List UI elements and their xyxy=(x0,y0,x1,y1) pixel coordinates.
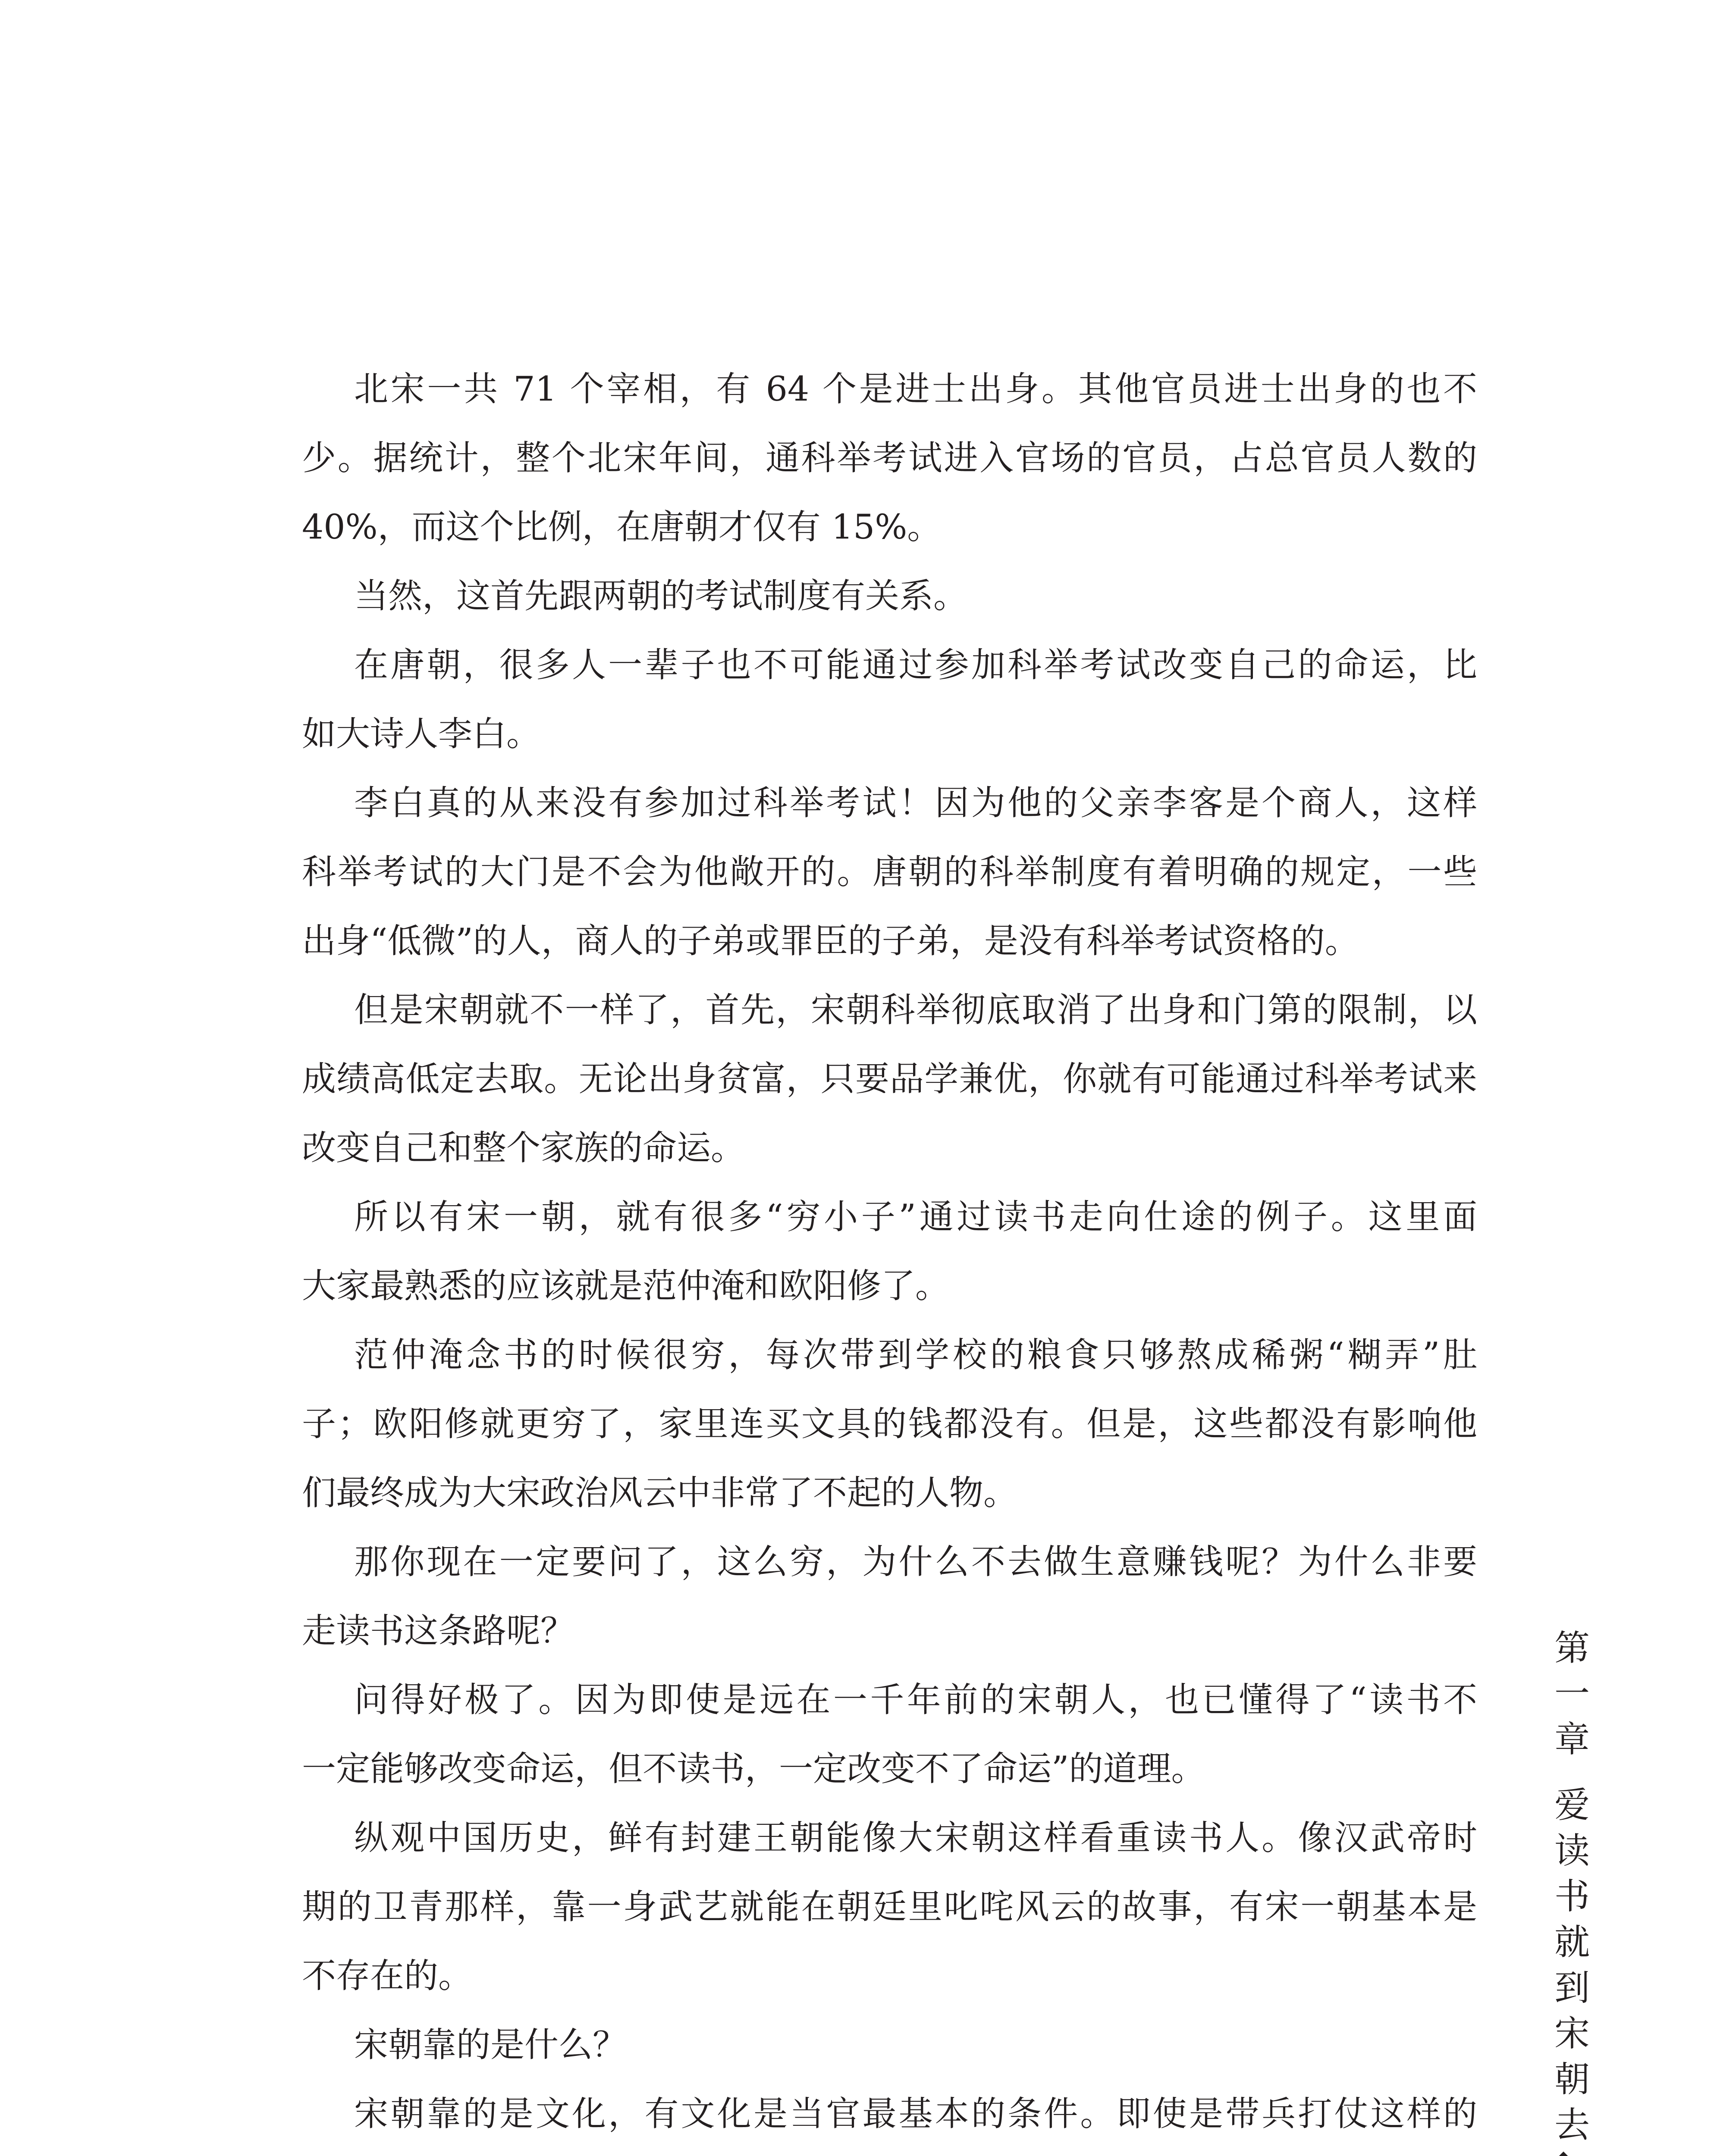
text-line: 大家最熟悉的应该就是范仲淹和欧阳修了。 xyxy=(302,1266,949,1306)
running-head-char: 朝 xyxy=(1554,2059,1590,2100)
running-head-char: 第 xyxy=(1554,1628,1590,1669)
text-line: 一定能够改变命运，但不读书，一定改变不了命运”的道理。 xyxy=(302,1749,1205,1789)
text-line: 在唐朝，很多人一辈子也不可能通过参加科举考试改变自己的命运，比 xyxy=(354,645,1477,685)
text-line: 北宋一共 71 个宰相，有 64 个是进士出身。其他官员进士出身的也不 xyxy=(354,369,1477,409)
paragraph-5 xyxy=(302,975,1477,1182)
text-line: 纵观中国历史，鲜有封建王朝能像大宋朝这样看重读书人。像汉武帝时 xyxy=(354,1818,1477,1858)
text-line: 不存在的。 xyxy=(302,1956,472,1996)
text-line: 当然，这首先跟两朝的考试制度有关系。 xyxy=(354,576,967,616)
page-number-badge xyxy=(1512,2148,1615,2156)
running-head-char: 就 xyxy=(1554,1922,1590,1963)
paragraph-7 xyxy=(302,1320,1477,1527)
text-line: 改变自己和整个家族的命运。 xyxy=(302,1128,745,1168)
text-line: 走读书这条路呢？ xyxy=(302,1611,574,1651)
paragraph-2 xyxy=(302,561,1477,630)
text-line: 期的卫青那样，靠一身武艺就能在朝廷里叱咤风云的故事，有宋一朝基本是 xyxy=(302,1887,1477,1927)
text-line: 40%，而这个比例，在唐朝才仅有 15%。 xyxy=(302,507,942,547)
paragraph-11 xyxy=(302,2010,1477,2079)
page-number xyxy=(1512,2148,1615,2156)
text-line: 宋朝靠的是什么？ xyxy=(354,2025,627,2065)
text-line: 如大诗人李白。 xyxy=(302,714,540,754)
text-line: 出身“低微”的人，商人的子弟或罪臣的子弟，是没有科举考试资格的。 xyxy=(302,921,1359,961)
running-head-char: 书 xyxy=(1554,1876,1590,1917)
running-head-char: 章 xyxy=(1554,1719,1590,1760)
text-line: 范仲淹念书的时候很穷，每次带到学校的粮食只够熬成稀粥“糊弄”肚 xyxy=(354,1335,1477,1375)
running-head-gap xyxy=(1544,1763,1600,1783)
text-line: 子；欧阳修就更穷了，家里连买文具的钱都没有。但是，这些都没有影响他 xyxy=(302,1404,1477,1444)
running-head-chapter-title xyxy=(1544,1626,1600,2148)
paragraph-4 xyxy=(302,768,1477,975)
text-line: 问得好极了。因为即使是远在一千年前的宋朝人，也已懂得了“读书不 xyxy=(354,1680,1477,1720)
text-line: 们最终成为大宋政治风云中非常了不起的人物。 xyxy=(302,1473,1017,1513)
running-head-char: 一 xyxy=(1554,1673,1590,1714)
text-line: 少。据统计，整个北宋年间，通科举考试进入官场的官员，占总官员人数的 xyxy=(302,438,1477,478)
running-head-char: 到 xyxy=(1554,1968,1590,2009)
text-line: 宋朝靠的是文化，有文化是当官最基本的条件。即使是带兵打仗这样的 xyxy=(354,2094,1477,2134)
text-line: 所以有宋一朝，就有很多“穷小子”通过读书走向仕途的例子。这里面 xyxy=(354,1197,1477,1237)
paragraph-3 xyxy=(302,630,1477,768)
paragraph-8 xyxy=(302,1527,1477,1665)
paragraph-12 xyxy=(302,2079,1477,2148)
text-line: 李白真的从来没有参加过科举考试！因为他的父亲李客是个商人，这样 xyxy=(354,783,1477,823)
running-head-char: 爱 xyxy=(1554,1785,1590,1826)
paragraph-1 xyxy=(302,354,1477,561)
text-line: 成绩高低定去取。无论出身贫富，只要品学兼优，你就有可能通过科举考试来 xyxy=(302,1059,1477,1099)
text-line: 那你现在一定要问了，这么穷，为什么不去做生意赚钱呢？为什么非要 xyxy=(354,1542,1477,1582)
text-line: 科举考试的大门是不会为他敞开的。唐朝的科举制度有着明确的规定，一些 xyxy=(302,852,1477,892)
body-text xyxy=(302,354,1477,2148)
paragraph-9 xyxy=(302,1665,1477,1803)
running-head-char: 去 xyxy=(1554,2105,1590,2146)
running-head-char: 宋 xyxy=(1554,2013,1590,2054)
paragraph-6 xyxy=(302,1182,1477,1320)
paragraph-10 xyxy=(302,1803,1477,2010)
text-line: 但是宋朝就不一样了，首先，宋朝科举彻底取消了出身和门第的限制，以 xyxy=(354,990,1477,1030)
running-head-char: 读 xyxy=(1554,1830,1590,1871)
